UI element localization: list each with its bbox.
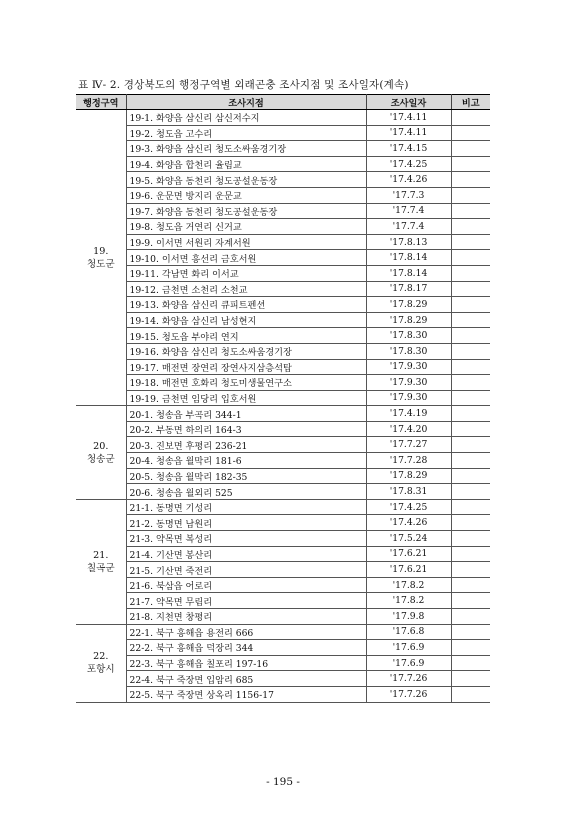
note-cell bbox=[451, 671, 490, 687]
note-cell bbox=[451, 686, 490, 702]
date-cell: '17.8.2 bbox=[366, 593, 451, 609]
date-cell: '17.8.2 bbox=[366, 577, 451, 593]
site-cell: 19-7. 화양읍 동천리 청도공설운동장 bbox=[126, 203, 366, 219]
site-cell: 21-8. 지천면 창평리 bbox=[126, 609, 366, 625]
site-cell: 20-6. 청송읍 월외리 525 bbox=[126, 484, 366, 500]
table-row bbox=[76, 640, 490, 656]
note-cell bbox=[451, 484, 490, 500]
note-cell bbox=[451, 640, 490, 656]
date-cell: '17.8.30 bbox=[366, 343, 451, 359]
note-cell bbox=[451, 609, 490, 625]
note-cell bbox=[451, 546, 490, 562]
note-cell bbox=[451, 515, 490, 531]
table-row bbox=[76, 187, 490, 203]
note-cell bbox=[451, 499, 490, 515]
table-row bbox=[76, 624, 490, 640]
table-row bbox=[76, 265, 490, 281]
header-region: 행정구역 bbox=[76, 95, 126, 110]
date-cell: '17.8.13 bbox=[366, 234, 451, 250]
site-cell: 19-19. 금천면 임당리 입호서원 bbox=[126, 390, 366, 406]
table-row bbox=[76, 671, 490, 687]
table-row bbox=[76, 281, 490, 297]
note-cell bbox=[451, 125, 490, 141]
note-cell bbox=[451, 655, 490, 671]
site-cell: 19-10. 이서면 흥선리 금호서원 bbox=[126, 250, 366, 266]
note-cell bbox=[451, 453, 490, 469]
table-row bbox=[76, 312, 490, 328]
table-row bbox=[76, 172, 490, 188]
date-cell: '17.7.3 bbox=[366, 187, 451, 203]
date-cell: '17.5.24 bbox=[366, 531, 451, 547]
site-cell: 19-18. 매전면 호화리 청도미생물연구소 bbox=[126, 375, 366, 391]
date-cell: '17.8.14 bbox=[366, 250, 451, 266]
table-header-row bbox=[76, 95, 490, 110]
note-cell bbox=[451, 141, 490, 157]
note-cell bbox=[451, 172, 490, 188]
region-number: 20. bbox=[93, 440, 109, 452]
note-cell bbox=[451, 110, 490, 126]
table-row bbox=[76, 125, 490, 141]
table-row bbox=[76, 406, 490, 422]
date-cell: '17.9.30 bbox=[366, 390, 451, 406]
date-cell: '17.7.26 bbox=[366, 671, 451, 687]
site-cell: 22-4. 북구 죽장면 입암리 685 bbox=[126, 671, 366, 687]
site-cell: 19-14. 화양읍 삼신리 남성현지 bbox=[126, 312, 366, 328]
site-cell: 19-5. 화양읍 동천리 청도공설운동장 bbox=[126, 172, 366, 188]
date-cell: '17.9.30 bbox=[366, 359, 451, 375]
site-cell: 21-2. 동명면 남원리 bbox=[126, 515, 366, 531]
site-cell: 21-1. 동명면 기성리 bbox=[126, 499, 366, 515]
date-cell: '17.4.15 bbox=[366, 141, 451, 157]
table-row bbox=[76, 515, 490, 531]
table-row bbox=[76, 531, 490, 547]
date-cell: '17.4.20 bbox=[366, 421, 451, 437]
header-site: 조사지점 bbox=[126, 95, 366, 110]
note-cell bbox=[451, 297, 490, 313]
table-row bbox=[76, 453, 490, 469]
site-cell: 22-3. 북구 흥해읍 칠포리 197-16 bbox=[126, 655, 366, 671]
note-cell bbox=[451, 187, 490, 203]
table-row bbox=[76, 609, 490, 625]
table-row bbox=[76, 686, 490, 702]
note-cell bbox=[451, 562, 490, 578]
table-row bbox=[76, 375, 490, 391]
header-date: 조사일자 bbox=[366, 95, 451, 110]
header-note: 비고 bbox=[451, 95, 490, 110]
region-number: 22. bbox=[93, 651, 109, 663]
table-row bbox=[76, 577, 490, 593]
site-cell: 19-1. 화양읍 삼신리 삼신저수지 bbox=[126, 110, 366, 126]
region-name: 청도군 bbox=[86, 258, 115, 270]
note-cell bbox=[451, 421, 490, 437]
table-row bbox=[76, 359, 490, 375]
site-cell: 20-1. 청송읍 부곡리 344-1 bbox=[126, 406, 366, 422]
note-cell bbox=[451, 390, 490, 406]
table-row bbox=[76, 499, 490, 515]
table-row bbox=[76, 203, 490, 219]
region-cell bbox=[76, 499, 126, 624]
date-cell: '17.4.11 bbox=[366, 110, 451, 126]
site-cell: 21-7. 약목면 무림리 bbox=[126, 593, 366, 609]
site-cell: 19-6. 운문면 방지리 운문교 bbox=[126, 187, 366, 203]
date-cell: '17.7.27 bbox=[366, 437, 451, 453]
site-cell: 19-3. 화양읍 삼신리 청도소싸움경기장 bbox=[126, 141, 366, 157]
note-cell bbox=[451, 593, 490, 609]
note-cell bbox=[451, 234, 490, 250]
region-cell bbox=[76, 110, 126, 406]
date-cell: '17.9.8 bbox=[366, 609, 451, 625]
region-name: 청송군 bbox=[86, 453, 115, 465]
table-row bbox=[76, 234, 490, 250]
table-row bbox=[76, 468, 490, 484]
table-row bbox=[76, 562, 490, 578]
note-cell bbox=[451, 219, 490, 235]
site-cell: 19-16. 화양읍 삼신리 청도소싸움경기장 bbox=[126, 343, 366, 359]
site-cell: 21-4. 기산면 봉산리 bbox=[126, 546, 366, 562]
site-cell: 19-8. 청도읍 거연리 신거교 bbox=[126, 219, 366, 235]
region-name: 칠곡군 bbox=[86, 562, 115, 574]
site-cell: 19-17. 매전면 장연리 장연사지삼층석탑 bbox=[126, 359, 366, 375]
date-cell: '17.8.29 bbox=[366, 312, 451, 328]
site-cell: 21-6. 북삼읍 어로리 bbox=[126, 577, 366, 593]
date-cell: '17.8.30 bbox=[366, 328, 451, 344]
table-row bbox=[76, 390, 490, 406]
note-cell bbox=[451, 328, 490, 344]
site-cell: 21-3. 약목면 복성리 bbox=[126, 531, 366, 547]
site-cell: 20-3. 진보면 후평리 236-21 bbox=[126, 437, 366, 453]
site-cell: 21-5. 기산면 죽전리 bbox=[126, 562, 366, 578]
table-row bbox=[76, 546, 490, 562]
site-cell: 19-2. 청도읍 고수리 bbox=[126, 125, 366, 141]
site-cell: 19-4. 화양읍 합천리 율림교 bbox=[126, 156, 366, 172]
date-cell: '17.9.30 bbox=[366, 375, 451, 391]
date-cell: '17.4.11 bbox=[366, 125, 451, 141]
table-row bbox=[76, 141, 490, 157]
table-row bbox=[76, 110, 490, 126]
note-cell bbox=[451, 250, 490, 266]
date-cell: '17.4.26 bbox=[366, 172, 451, 188]
site-cell: 20-4. 청송읍 월막리 181-6 bbox=[126, 453, 366, 469]
site-cell: 19-13. 화양읍 삼신리 큐피트펜션 bbox=[126, 297, 366, 313]
table-body bbox=[76, 110, 490, 703]
note-cell bbox=[451, 312, 490, 328]
date-cell: '17.8.31 bbox=[366, 484, 451, 500]
table-caption: 표 Ⅳ- 2. 경상북도의 행정구역별 외래곤충 조사지점 및 조사일자(계속) bbox=[78, 79, 409, 91]
region-cell bbox=[76, 406, 126, 500]
table-row bbox=[76, 655, 490, 671]
region-number: 21. bbox=[93, 549, 109, 561]
note-cell bbox=[451, 343, 490, 359]
note-cell bbox=[451, 375, 490, 391]
table-row bbox=[76, 421, 490, 437]
date-cell: '17.8.14 bbox=[366, 265, 451, 281]
note-cell bbox=[451, 468, 490, 484]
date-cell: '17.6.9 bbox=[366, 640, 451, 656]
survey-sites-table bbox=[76, 94, 490, 703]
table-row bbox=[76, 156, 490, 172]
date-cell: '17.7.26 bbox=[366, 686, 451, 702]
page-number: - 195 - bbox=[266, 776, 300, 788]
note-cell bbox=[451, 624, 490, 640]
note-cell bbox=[451, 577, 490, 593]
site-cell: 20-5. 청송읍 월막리 182-35 bbox=[126, 468, 366, 484]
table-row bbox=[76, 297, 490, 313]
date-cell: '17.4.25 bbox=[366, 156, 451, 172]
site-cell: 19-9. 이서면 서원리 자계서원 bbox=[126, 234, 366, 250]
note-cell bbox=[451, 406, 490, 422]
table-row bbox=[76, 484, 490, 500]
date-cell: '17.6.21 bbox=[366, 562, 451, 578]
site-cell: 22-5. 북구 죽장면 상옥리 1156-17 bbox=[126, 686, 366, 702]
note-cell bbox=[451, 437, 490, 453]
date-cell: '17.6.8 bbox=[366, 624, 451, 640]
date-cell: '17.4.26 bbox=[366, 515, 451, 531]
table-row bbox=[76, 250, 490, 266]
site-cell: 22-1. 북구 흥해읍 용전리 666 bbox=[126, 624, 366, 640]
note-cell bbox=[451, 281, 490, 297]
table-row bbox=[76, 219, 490, 235]
table-row bbox=[76, 343, 490, 359]
date-cell: '17.7.28 bbox=[366, 453, 451, 469]
note-cell bbox=[451, 359, 490, 375]
site-cell: 19-15. 청도읍 부야리 연지 bbox=[126, 328, 366, 344]
note-cell bbox=[451, 156, 490, 172]
note-cell bbox=[451, 531, 490, 547]
site-cell: 19-11. 각남면 화리 이서교 bbox=[126, 265, 366, 281]
date-cell: '17.8.29 bbox=[366, 468, 451, 484]
note-cell bbox=[451, 265, 490, 281]
date-cell: '17.7.4 bbox=[366, 203, 451, 219]
region-name: 포항시 bbox=[86, 664, 115, 676]
date-cell: '17.8.29 bbox=[366, 297, 451, 313]
note-cell bbox=[451, 203, 490, 219]
date-cell: '17.8.17 bbox=[366, 281, 451, 297]
region-number: 19. bbox=[93, 245, 109, 257]
date-cell: '17.4.19 bbox=[366, 406, 451, 422]
date-cell: '17.4.25 bbox=[366, 499, 451, 515]
table-row bbox=[76, 328, 490, 344]
table-row bbox=[76, 593, 490, 609]
region-cell bbox=[76, 624, 126, 702]
site-cell: 20-2. 부동면 하의리 164-3 bbox=[126, 421, 366, 437]
date-cell: '17.6.21 bbox=[366, 546, 451, 562]
date-cell: '17.7.4 bbox=[366, 219, 451, 235]
site-cell: 19-12. 금천면 소천리 소천교 bbox=[126, 281, 366, 297]
table-row bbox=[76, 437, 490, 453]
date-cell: '17.6.9 bbox=[366, 655, 451, 671]
site-cell: 22-2. 북구 흥해읍 덕장리 344 bbox=[126, 640, 366, 656]
